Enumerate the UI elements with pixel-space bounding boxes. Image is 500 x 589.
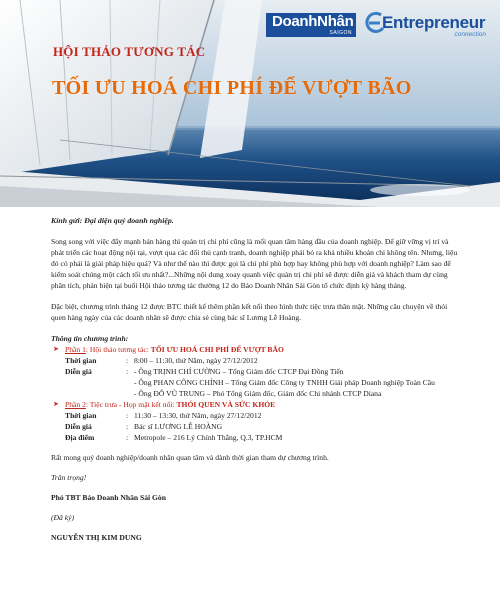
event-subtitle: HỘI THẢO TƯƠNG TÁC xyxy=(53,44,206,59)
special-paragraph: Đặc biệt, chương trình tháng 12 được BTC thiết kế thêm phần kết nối theo hình thức tiệc trưa thân mật. Những câu chuyện về thói quen hàng ngày của các doanh nhân sẽ được chia sẻ cùng bác sĩ Lương Lễ Hoàng. xyxy=(51,302,448,322)
speaker-item: - Ông TRỊNH CHÍ CƯỜNG – Tổng Giám đốc CTCP Đại Đồng Tiến xyxy=(134,367,344,376)
closing-text: Rất mong quý doanh nghiệp/doanh nhân quan tâm và dành thời gian tham dự chương trình. xyxy=(51,453,329,462)
phase2-speaker-row: Diễn giả : Bác sĩ LƯƠNG LỄ HOÀNG xyxy=(65,422,223,431)
phase2-heading: ➤ Phần 2: Tiệc trưa - Họp mặt kết nối: THÓI QUEN VÀ SỨC KHỎE xyxy=(53,400,276,409)
signed-note: (Đã ký) xyxy=(51,513,74,522)
speaker-item: - Ông ĐỖ VŨ TRUNG – Phó Tổng Giám đốc, Giám đốc Chi nhánh CTCP Diana xyxy=(134,389,382,398)
entrepreneur-logo: Entrepreneur connection xyxy=(364,11,494,41)
speaker-item: - Ông PHAN CÔNG CHÍNH – Tổng Giám đốc Công ty TNHH Giải pháp Doanh nghiệp Toàn Cầu xyxy=(134,378,435,387)
header-banner xyxy=(0,0,500,207)
phase2-time-row: Thời gian : 11:30 – 13:30, thứ Năm, ngày 27/12/2012 xyxy=(65,411,262,420)
regards-text: Trân trọng! xyxy=(51,473,87,482)
phase1-speaker-row xyxy=(51,388,462,399)
phase2-place-row: Địa điểm : Metropole – 216 Lý Chính Thắng, Q.3, TP.HCM xyxy=(65,433,283,442)
signer-name: NGUYỄN THỊ KIM DUNG xyxy=(51,533,142,542)
program-info-heading: Thông tin chương trình: xyxy=(51,334,129,343)
event-title: TỐI ƯU HOÁ CHI PHÍ ĐỂ VƯỢT BÃO xyxy=(52,77,412,99)
intro-paragraph: Song song với việc đẩy mạnh bán hàng thì quản trị chi phí cũng là mối quan tâm hàng đầu của doanh nghiệp. Để giữ vững vị trí và phát triển các hoạt động nội tại, vượt qua các đối thủ cạnh tranh, doanh nghiệp phải bỏ ra khá nhiều khoản chi không tên. Nhưng, liệu đó có phải là giải pháp hiệu quả? Và như thế nào thì được gọi là chi phí phù hợp hay không phù hợp với doanh nghiệp? Làm sao để kiểm soát chúng một cách tối ưu nhất?...Những nội dung xoay quanh việc quản trị chi phí sẽ được diễn giả và khách tham dự cùng phân tích, phản biện tại buổi Hội thảo tương tác thường 12 do Báo Doanh Nhân Sài Gòn tổ chức định kỳ hàng tháng. xyxy=(51,237,458,290)
salutation: Kính gửi: Đại diện quý doanh nghiệp. xyxy=(51,216,174,225)
signer-title: Phó TBT Báo Doanh Nhân Sài Gòn xyxy=(51,493,166,502)
phase1-time-row: Thời gian : 8:00 – 11:30, thứ Năm, ngày 27/12/2012 xyxy=(65,356,258,365)
arrow-bullet-icon: ➤ xyxy=(53,400,59,408)
phase1-heading: ➤ Phần 1: Hội thảo tương tác: TỐI ƯU HOÁ CHI PHÍ ĐỂ VƯỢT BÃO xyxy=(53,345,284,354)
phase1-speaker-row: Diễn giả : - Ông TRỊNH CHÍ CƯỜNG – Tổng Giám đốc CTCP Đại Đồng Tiến xyxy=(51,366,462,377)
phase1-speaker-row xyxy=(51,377,462,388)
invitation-letter xyxy=(51,215,462,543)
doanhnhan-logo: DoanhNhân SAIGON xyxy=(266,13,356,37)
arrow-bullet-icon: ➤ xyxy=(53,345,59,353)
